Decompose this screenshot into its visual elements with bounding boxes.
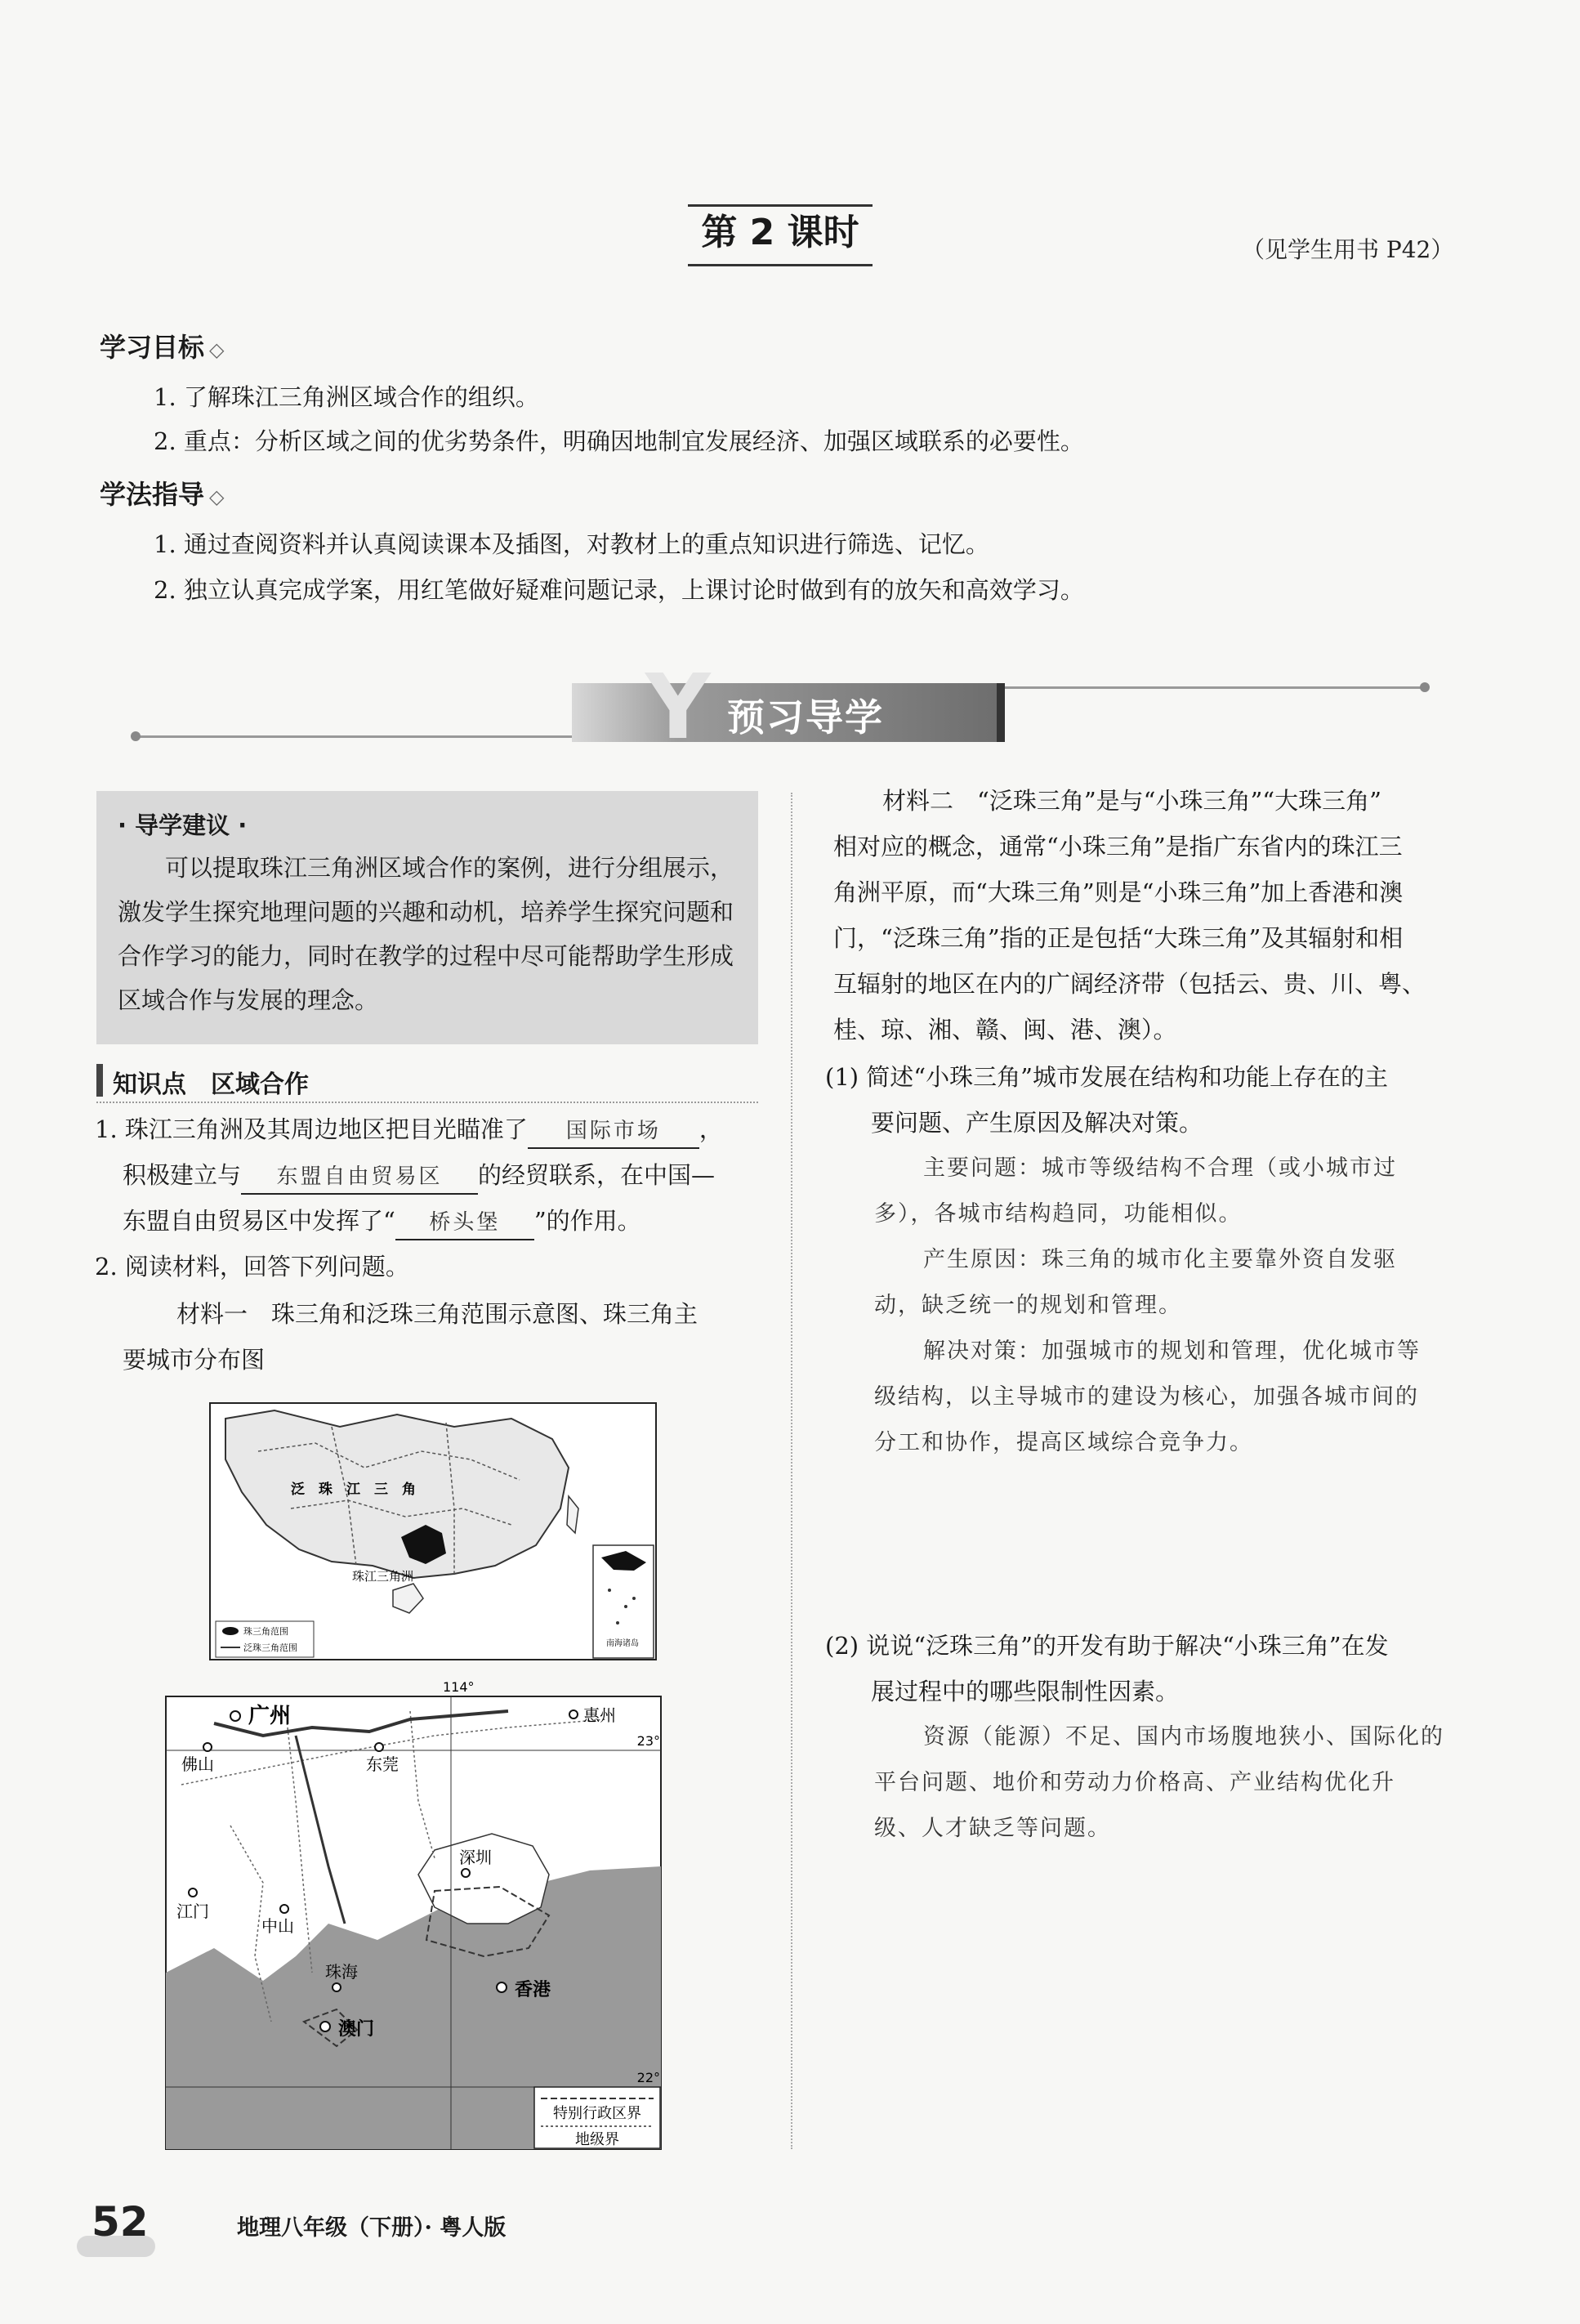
legend-sar-label: 特别行政区界 <box>553 2105 641 2122</box>
material2-line: 门，“泛珠三角”指的正是包括“大珠三角”及其辐射和相 <box>833 924 1404 952</box>
pan-prd-map <box>209 1402 657 1660</box>
material1-line: 材料一 珠三角和泛珠三角范围示意图、珠三角主 <box>176 1300 699 1328</box>
goal-item: 2. 重点：分析区域之间的优劣势条件，明确因地制宜发展经济、加强区域联系的必要性。 <box>154 427 1084 455</box>
guide-title: · 导学建议 · <box>118 811 248 839</box>
city-marker <box>320 2022 330 2031</box>
guide-box <box>96 791 758 1044</box>
city-marker <box>280 1905 288 1913</box>
city-marker <box>375 1743 383 1751</box>
city-label: 东莞 <box>366 1754 399 1774</box>
city-marker <box>230 1711 240 1721</box>
sub1-answer: 解决对策：加强城市的规划和管理，优化城市等 <box>923 1339 1421 1364</box>
sub2-answer: 平台问题、地价和劳动力价格高、产业结构优化升 <box>874 1770 1395 1795</box>
q1-line2 <box>123 1152 715 1198</box>
lat-bottom-label: 22° <box>636 2070 660 2085</box>
footer-book-title: 地理八年级（下册）· 粤人版 <box>237 2215 507 2241</box>
city-label: 佛山 <box>181 1754 214 1774</box>
diamond-icon: ◇ <box>209 338 225 361</box>
q2-intro: 2. 阅读材料，回答下列问题。 <box>95 1253 409 1280</box>
inset-label: 南海诸岛 <box>606 1639 639 1648</box>
legend-prd-swatch <box>222 1627 239 1635</box>
banner-title: 预习导学 <box>727 695 884 740</box>
diamond-icon: ◇ <box>209 485 225 508</box>
inset-island <box>616 1621 619 1625</box>
sub1-answer: 分工和协作，提高区域综合竞争力。 <box>874 1430 1253 1455</box>
q1-blank2: 东盟自由贸易区 <box>241 1160 478 1195</box>
map1-region-label: 泛 珠 江 三 角 <box>291 1482 416 1498</box>
city-label: 中山 <box>261 1916 294 1936</box>
goals-title: 学习目标 <box>100 332 205 363</box>
city-marker <box>333 1983 341 1991</box>
column-divider <box>791 793 792 2149</box>
material2-line: 材料二 “泛珠三角”是与“小珠三角”“大珠三角” <box>882 787 1381 815</box>
methods-heading <box>100 474 224 512</box>
sub1-line: 要问题、产生原因及解决对策。 <box>871 1109 1203 1137</box>
legend-pref-label: 地级界 <box>575 2131 619 2148</box>
material1-line: 要城市分布图 <box>123 1346 266 1374</box>
method-item: 2. 独立认真完成学案，用红笔做好疑难问题记录，上课讨论时做到有的放矢和高效学习。 <box>154 576 1084 604</box>
knowledge-point-bar <box>96 1064 103 1097</box>
material2-line: 角洲平原，而“大珠三角”则是“小珠三角”加上香港和澳 <box>833 878 1404 906</box>
q1-line1 <box>95 1106 723 1152</box>
map1-prd-label: 珠江三角洲 <box>352 1569 414 1584</box>
legend-pan-label: 泛珠三角范围 <box>243 1642 297 1653</box>
sub1-line: (1) 简述“小珠三角”城市发展在结构和功能上存在的主 <box>825 1063 1388 1091</box>
city-marker <box>189 1888 197 1897</box>
sub1-answer: 级结构，以主导城市的建设为核心，加强各城市间的 <box>874 1384 1419 1410</box>
q1-text: 1. 珠江三角洲及其周边地区把目光瞄准了 <box>95 1115 528 1143</box>
banner-rule-left <box>137 735 578 738</box>
city-label: 广州 <box>248 1704 292 1728</box>
prd-city-map <box>165 1678 670 2151</box>
city-marker <box>462 1869 470 1877</box>
material2-line: 桂、琼、湘、赣、闽、港、澳）。 <box>833 1016 1177 1044</box>
q1-line3 <box>123 1198 641 1244</box>
q1-text: ， <box>699 1115 723 1143</box>
sub2-line: (2) 说说“泛珠三角”的开发有助于解决“小珠三角”在发 <box>825 1632 1389 1660</box>
kp-title: 区域合作 <box>211 1070 309 1099</box>
sub1-answer: 产生原因：珠三角的城市化主要靠外资自发驱 <box>923 1247 1397 1272</box>
q1-blank1: 国际市场 <box>528 1115 699 1149</box>
city-marker <box>497 1982 507 1992</box>
lat-top-label: 23° <box>636 1733 660 1749</box>
reference-note: （见学生用书 P42） <box>1242 236 1454 263</box>
city-marker <box>569 1710 578 1718</box>
q1-text: 的经贸联系，在中国— <box>478 1161 716 1189</box>
banner-dot-left <box>131 731 141 741</box>
city-label: 江门 <box>176 1902 209 1921</box>
material2-line: 互辐射的地区在内的广阔经济带（包括云、贵、川、粤、 <box>833 970 1426 998</box>
lon-label: 114° <box>443 1679 475 1695</box>
goals-heading <box>100 327 224 364</box>
inset-island <box>624 1605 627 1608</box>
sub2-answer: 级、人才缺乏等问题。 <box>874 1816 1111 1841</box>
city-label: 深圳 <box>459 1848 492 1867</box>
inset-island <box>632 1597 636 1600</box>
q1-text: 东盟自由贸易区中发挥了“ <box>123 1207 395 1235</box>
lesson-title: 第 2 课时 <box>688 204 873 266</box>
banner-letter: Y <box>645 655 711 759</box>
q1-blank3: 桥头堡 <box>395 1206 534 1240</box>
sub1-answer: 主要问题：城市等级结构不合理（或小城市过 <box>923 1155 1397 1181</box>
goal-item: 1. 了解珠江三角洲区域合作的组织。 <box>154 383 539 411</box>
banner-rule-right <box>998 686 1423 689</box>
banner-dot-right <box>1420 682 1430 692</box>
city-label: 惠州 <box>583 1705 616 1725</box>
legend-prd-label: 珠三角范围 <box>243 1626 288 1637</box>
method-item: 1. 通过查阅资料并认真阅读课本及插图，对教材上的重点知识进行筛选、记忆。 <box>154 530 989 558</box>
guide-text: 可以提取珠江三角洲区域合作的案例，进行分组展示，激发学生探究地理问题的兴趣和动机，培养学生探究问题和合作学习的能力，同时在教学的过程中尽可能帮助学生形成区域合作与发展的理念。 <box>118 854 734 1014</box>
sub2-line: 展过程中的哪些限制性因素。 <box>871 1678 1180 1705</box>
kp-tag: 知识点 <box>113 1070 186 1099</box>
sub1-answer: 多），各城市结构趋同，功能相似。 <box>874 1201 1243 1227</box>
inset-island <box>608 1589 611 1592</box>
city-marker <box>203 1743 212 1751</box>
page-number: 52 <box>91 2198 149 2246</box>
city-label: 珠海 <box>325 1962 358 1982</box>
material2-line: 相对应的概念，通常“小珠三角”是指广东省内的珠江三 <box>833 833 1403 860</box>
sub2-answer: 资源（能源）不足、国内市场腹地狭小、国际化的 <box>923 1724 1444 1750</box>
sub1-answer: 动，缺乏统一的规划和管理。 <box>874 1293 1182 1318</box>
q1-text: ”的作用。 <box>533 1207 641 1235</box>
city-label: 香港 <box>515 1980 551 2000</box>
methods-title: 学法指导 <box>100 479 205 510</box>
knowledge-point-label <box>113 1064 309 1100</box>
q1-text: 积极建立与 <box>123 1161 242 1189</box>
city-label: 澳门 <box>338 2019 375 2040</box>
